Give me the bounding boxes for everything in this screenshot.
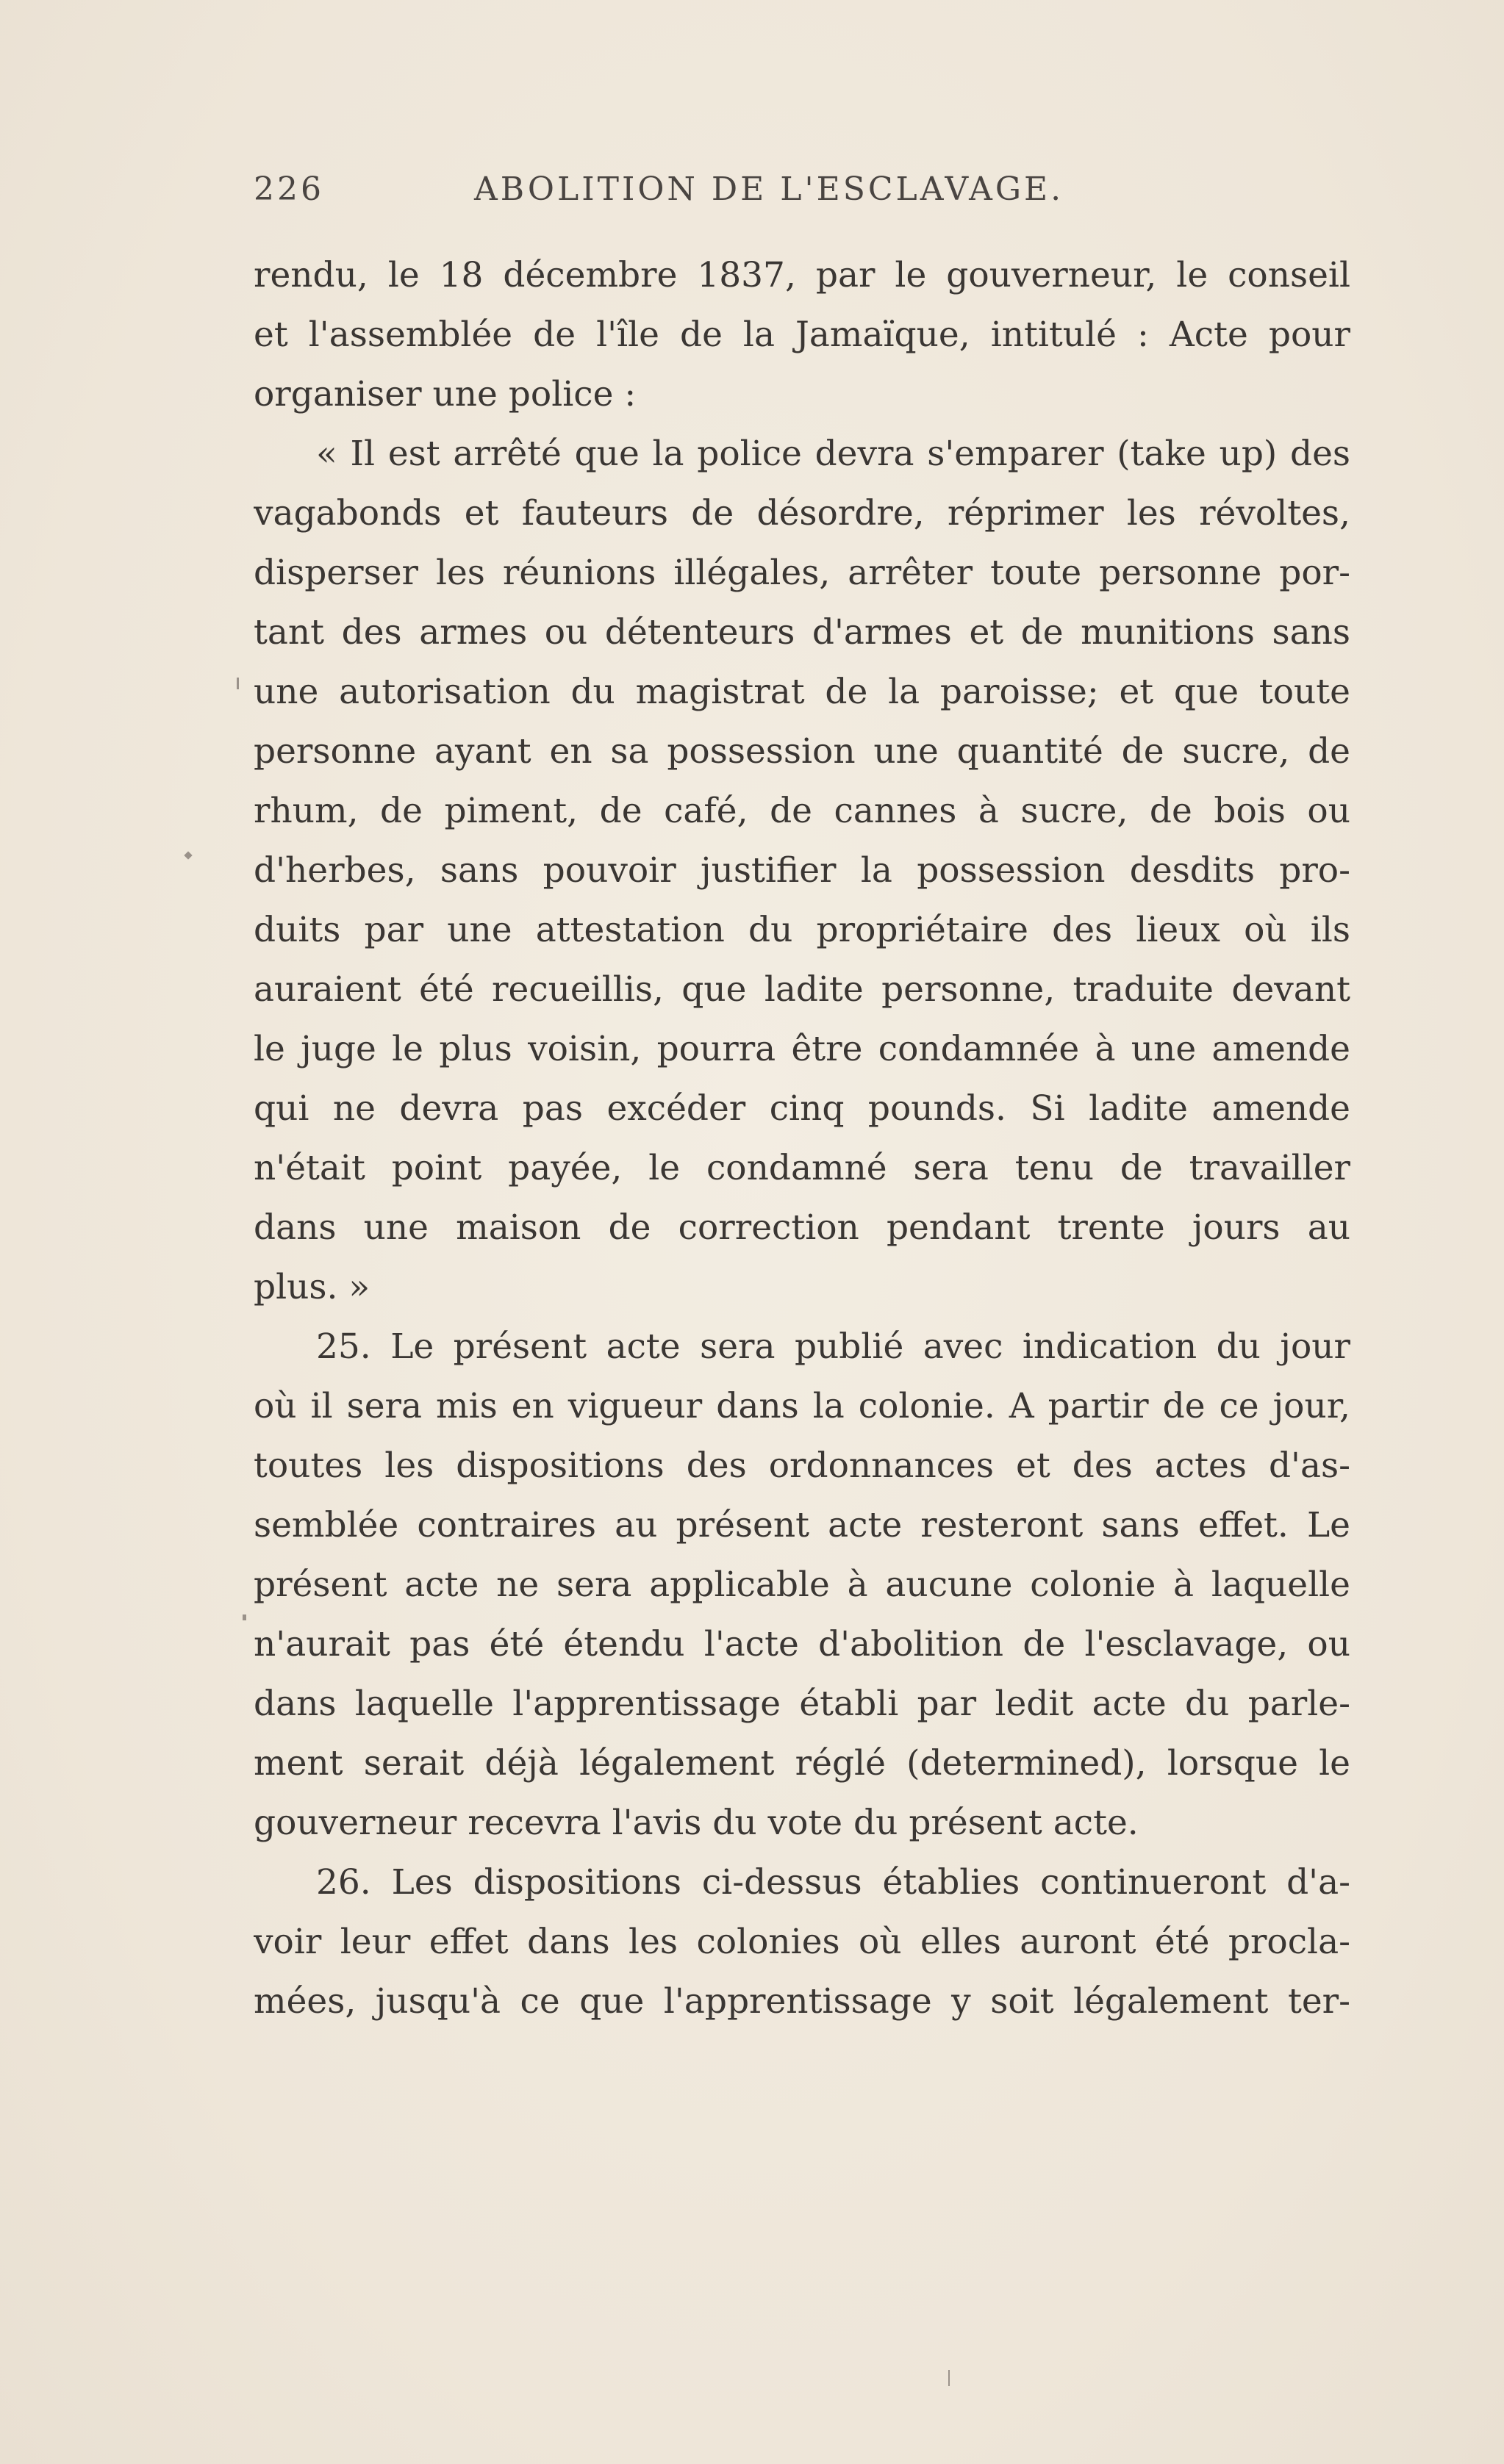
text-line: disperser les réunions illégales, arrêter toute personne por- — [254, 553, 1350, 593]
text-line: rhum, de piment, de café, de cannes à sucre, de bois ou — [254, 791, 1350, 831]
text-line: qui ne devra pas excéder cinq pounds. Si ladite amende — [254, 1088, 1350, 1129]
text-line: duits par une attestation du propriétaire des lieux où ils — [254, 910, 1350, 950]
text-line-span: et l'assemblée de l'île de la Jamaïque, intitulé : Acte pour — [254, 315, 1350, 355]
page-header — [254, 170, 1125, 215]
text-line: tant des armes ou détenteurs d'armes et de munitions sans — [254, 612, 1350, 653]
text-line: toutes les dispositions des ordonnances et des actes d'as- — [254, 1445, 1350, 1486]
margin-mark — [948, 2370, 950, 2386]
text-line: 25. Le présent acte sera publié avec indication du jour — [316, 1326, 1350, 1367]
text-line: personne ayant en sa possession une quantité de sucre, de — [254, 731, 1350, 772]
margin-mark — [184, 851, 192, 859]
margin-mark — [243, 1614, 246, 1620]
text-line: « Il est arrêté que la police devra s'emparer (take up) des — [316, 434, 1350, 474]
body-text — [254, 245, 1356, 2031]
text-line: dans laquelle l'apprentissage établi par ledit acte du parle- — [254, 1684, 1350, 1724]
text-line: voir leur effet dans les colonies où elles auront été procla- — [254, 1922, 1350, 1962]
text-line: une autorisation du magistrat de la paroisse; et que toute — [254, 672, 1350, 712]
text-line: ment serait déjà légalement réglé (determined), lorsque le — [254, 1743, 1350, 1784]
text-line: où il sera mis en vigueur dans la colonie. A partir de ce jour, — [254, 1386, 1350, 1426]
text-line: n'était point payée, le condamné sera tenu de travailler — [254, 1148, 1350, 1188]
text-line: auraient été recueillis, que ladite personne, traduite devant — [254, 969, 1350, 1010]
margin-mark — [237, 678, 239, 689]
running-title: ABOLITION DE L'ESCLAVAGE. — [474, 170, 1064, 208]
text-line: plus. » — [254, 1267, 370, 1307]
text-line: 26. Les dispositions ci-dessus établies continueront d'a- — [316, 1862, 1350, 1903]
text-line: semblée contraires au présent acte resteront sans effet. Le — [254, 1505, 1350, 1545]
text-line: vagabonds et fauteurs de désordre, réprimer les révoltes, — [254, 493, 1350, 534]
text-line: n'aurait pas été étendu l'acte d'abolition de l'esclavage, ou — [254, 1624, 1350, 1664]
text-line: gouverneur recevra l'avis du vote du présent acte. — [254, 1803, 1139, 1843]
text-line: dans une maison de correction pendant trente jours au — [254, 1207, 1350, 1248]
text-line: présent acte ne sera applicable à aucune colonie à laquelle — [254, 1565, 1350, 1605]
text-line: organiser une police : — [254, 374, 637, 414]
text-line: le juge le plus voisin, pourra être condamnée à une amende — [254, 1029, 1350, 1069]
text-line: rendu, le 18 décembre 1837, par le gouverneur, le conseil — [254, 255, 1350, 295]
page-number: 226 — [254, 170, 324, 208]
text-line: mées, jusqu'à ce que l'apprentissage y soit légalement ter- — [254, 1981, 1350, 2022]
text-line: d'herbes, sans pouvoir justifier la possession desdits pro- — [254, 850, 1350, 891]
text-line — [254, 305, 1350, 364]
